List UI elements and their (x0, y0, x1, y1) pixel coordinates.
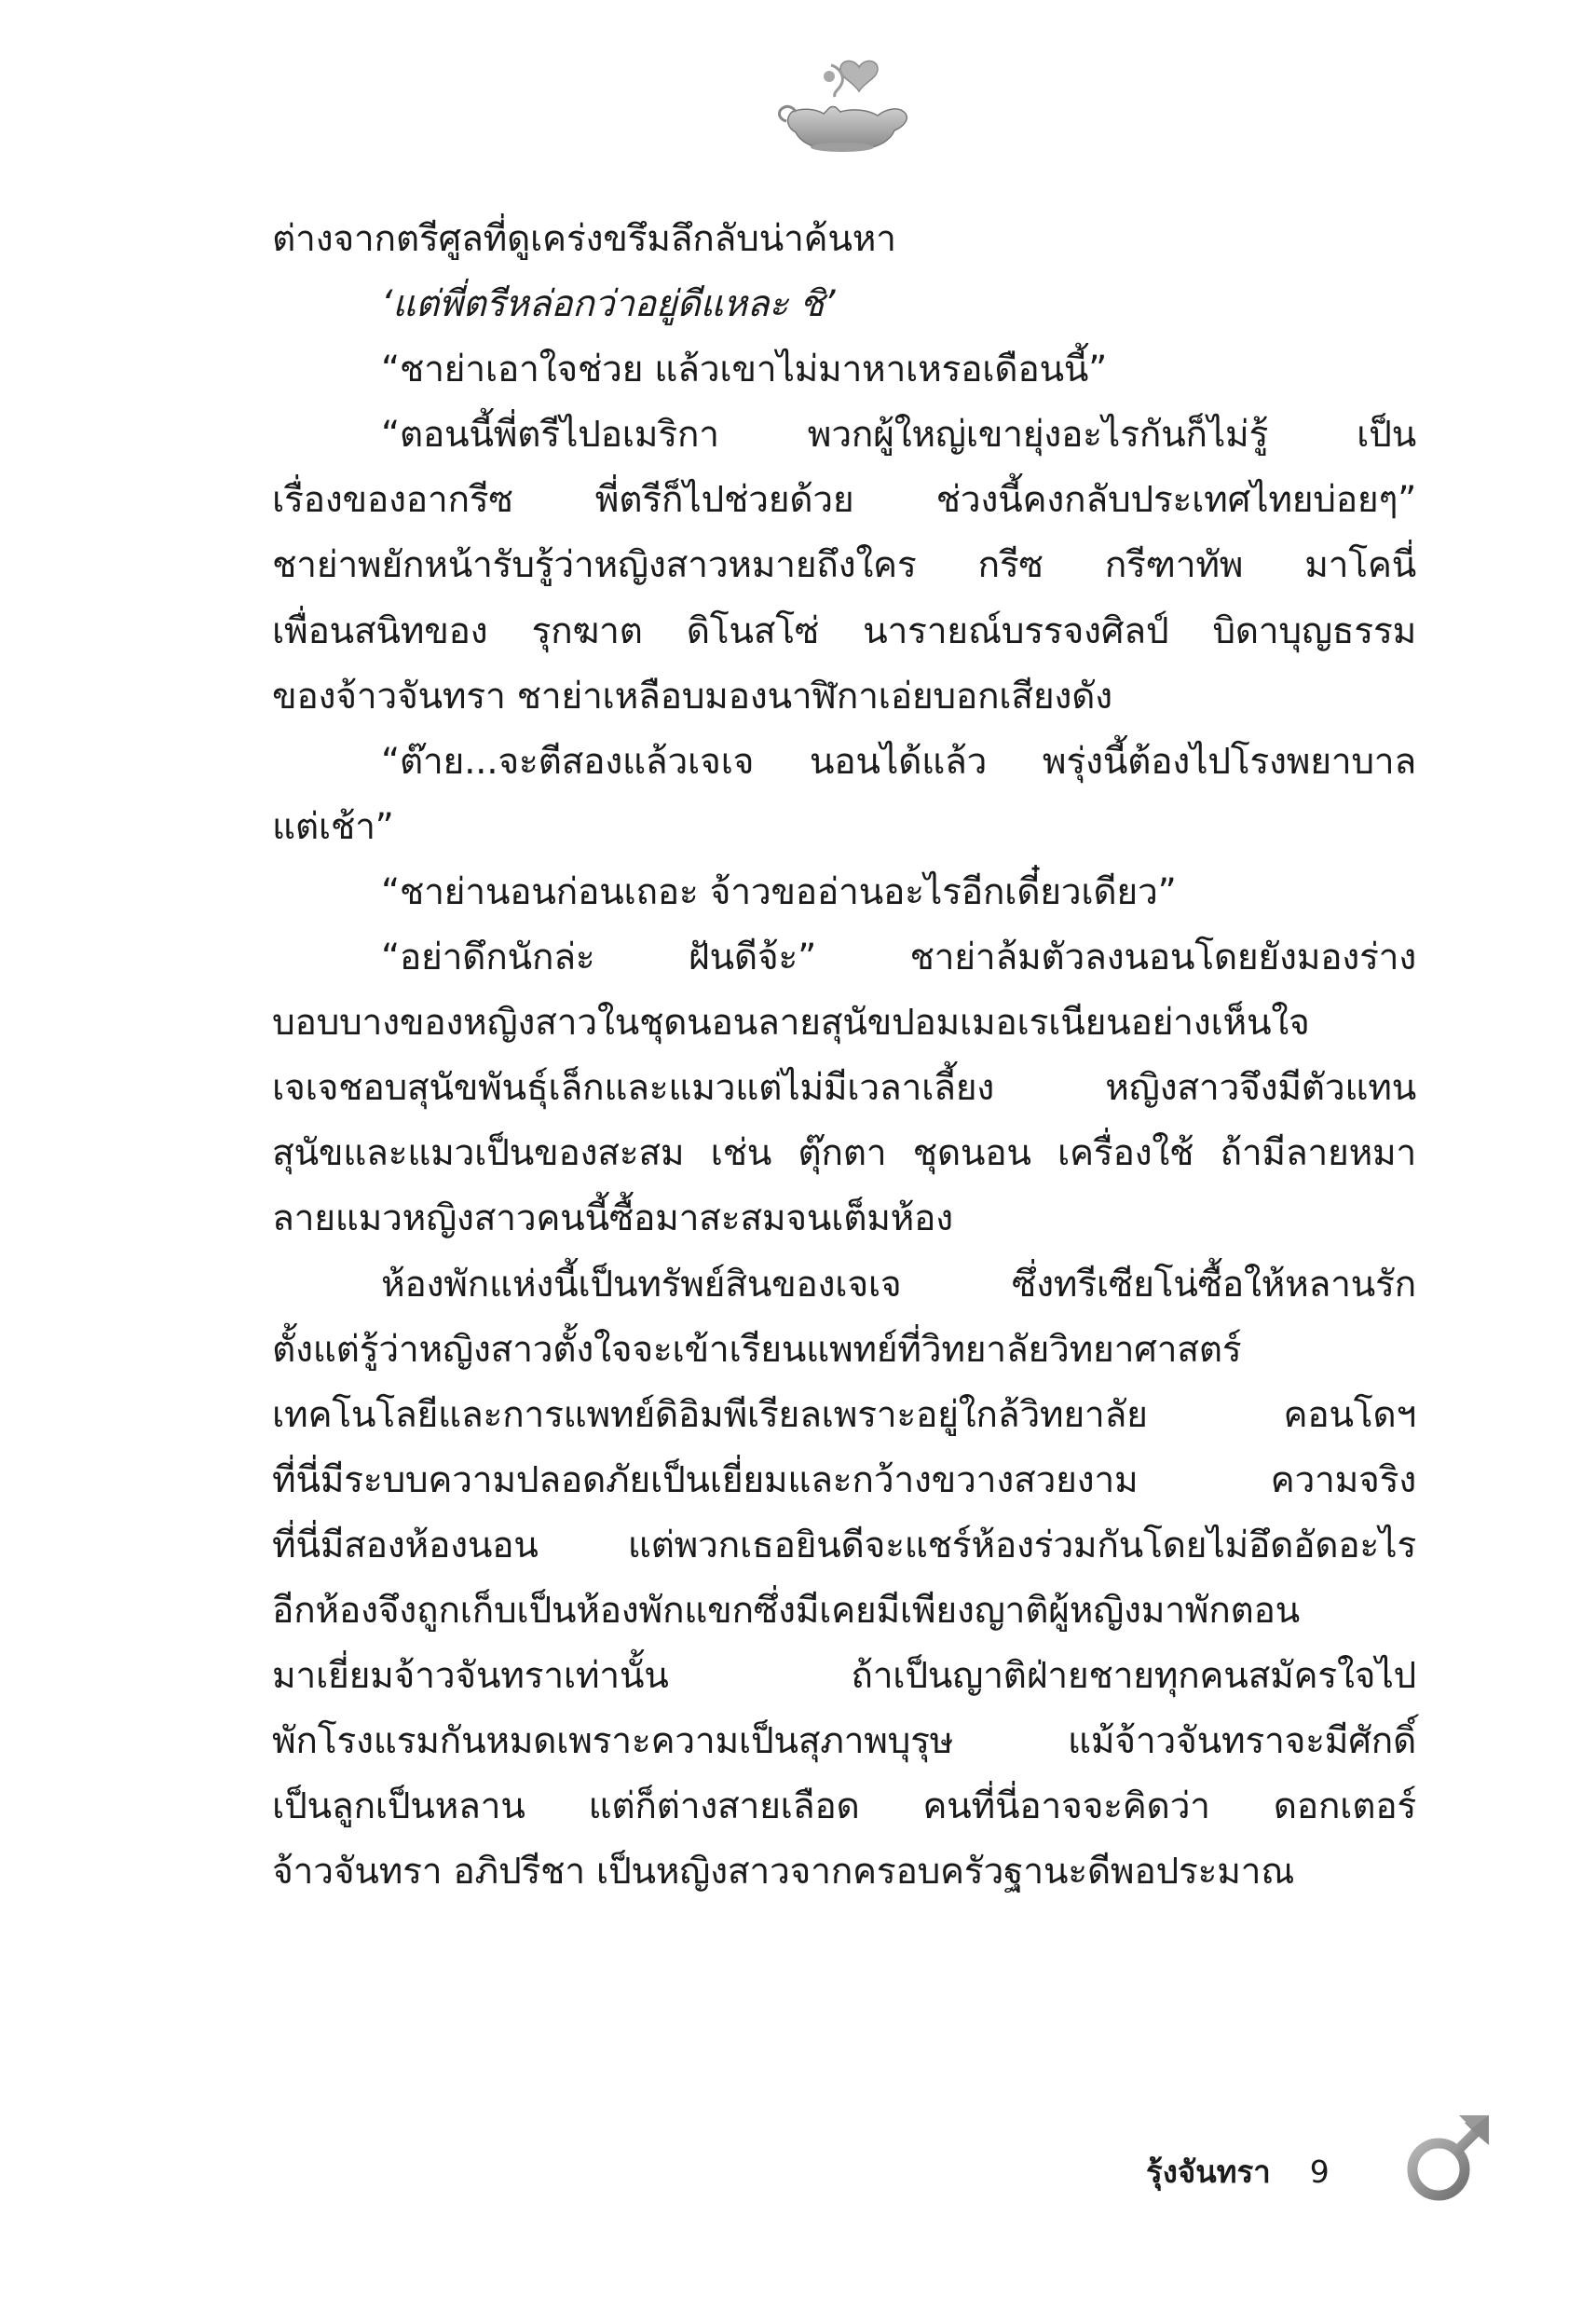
text-line: “ชาย่านอนก่อนเถอะ จ้าวขออ่านอะไรอีกเดี๋ยวเดียว” (381, 870, 1177, 913)
lamp-ornament-icon (773, 54, 913, 157)
text-line: ชาย่าพยักหน้ารับรู้ว่าหญิงสาวหมายถึงใคร กรีซ กรีฑาทัพ มาโคนี่ (272, 544, 1416, 587)
text-line: “ตอนนี้พี่ตรีไปอเมริกา พวกผู้ใหญ่เขายุ่งอะไรกันก็ไม่รู้ เป็น (381, 414, 1416, 457)
text-line: เรื่องของอากรีซ พี่ตรีก็ไปช่วยด้วย ช่วงนี้คงกลับประเทศไทยบ่อยๆ” (272, 479, 1416, 522)
text-line: เจเจชอบสุนัขพันธุ์เล็กและแมวแต่ไม่มีเวลาเลี้ยง หญิงสาวจึงมีตัวแทน (272, 1067, 1416, 1110)
text-line: จ้าวจันทรา อภิปรีชา เป็นหญิงสาวจากครอบครัวฐานะดีพอประมาณ (272, 1851, 1295, 1894)
text-line: “ต๊าย...จะตีสองแล้วเจเจ นอนได้แล้ว พรุ่งนี้ต้องไปโรงพยาบาล (381, 740, 1416, 783)
text-line: พักโรงแรมกันหมดเพราะความเป็นสุภาพบุรุษ แม้จ้าวจันทราจะมีศักดิ์ (272, 1720, 1416, 1763)
text-line: เป็นลูกเป็นหลาน แต่ก็ต่างสายเลือด คนที่นี่อาจจะคิดว่า ดอกเตอร์ (272, 1785, 1416, 1828)
male-symbol-icon (1398, 2108, 1500, 2210)
text-line: “ชาย่าเอาใจช่วย แล้วเขาไม่มาหาเหรอเดือนนี้” (381, 349, 1108, 391)
text-line: อีกห้องจึงถูกเก็บเป็นห้องพักแขกซึ่งมีเคยมีเพียงญาติผู้หญิงมาพักตอน (272, 1589, 1301, 1632)
text-line: สุนัขและแมวเป็นของสะสม เช่น ตุ๊กตา ชุดนอน เครื่องใช้ ถ้ามีลายหมา (272, 1132, 1416, 1175)
text-line: แต่เช้า” (272, 805, 394, 848)
page-footer (1146, 2143, 1330, 2199)
body-text (272, 207, 1416, 1905)
text-line: เพื่อนสนิทของ รุกฆาต ดิโนสโซ่ นารายณ์บรรจงศิลป์ บิดาบุญธรรม (272, 609, 1416, 652)
text-line: มาเยี่ยมจ้าวจันทราเท่านั้น ถ้าเป็นญาติฝ่ายชายทุกคนสมัครใจไป (272, 1655, 1416, 1698)
text-line: ตั้งแต่รู้ว่าหญิงสาวตั้งใจจะเข้าเรียนแพทย์ที่วิทยาลัยวิทยาศาสตร์ (272, 1328, 1242, 1371)
text-line: ‘แต่พี่ตรีหล่อกว่าอยู่ดีแหละ ชิ’ (381, 283, 836, 326)
text-line: บอบบางของหญิงสาวในชุดนอนลายสุนัขปอมเมอเรเนียนอย่างเห็นใจ (272, 1002, 1310, 1045)
text-line: ที่นี่มีระบบความปลอดภัยเป็นเยี่ยมและกว้างขวางสวยงาม ความจริง (272, 1458, 1416, 1501)
text-line: “อย่าดึกนักล่ะ ฝันดีจ้ะ” ชาย่าล้มตัวลงนอนโดยยังมองร่าง (381, 937, 1416, 979)
text-line: เทคโนโลยีและการแพทย์ดิอิมพีเรียลเพราะอยู่ใกล้วิทยาลัย คอนโดฯ (272, 1393, 1416, 1436)
text-line: ที่นี่มีสองห้องนอน แต่พวกเธอยินดีจะแชร์ห้องร่วมกันโดยไม่อึดอัดอะไร (272, 1524, 1416, 1566)
page-number: 9 (1309, 2153, 1330, 2190)
text-line: ต่างจากตรีศูลที่ดูเคร่งขรึมลึกลับน่าค้นหา (272, 218, 896, 260)
text-line: ห้องพักแห่งนี้เป็นทรัพย์สินของเจเจ ซึ่งทรีเซียโน่ซื้อให้หลานรัก (381, 1263, 1416, 1306)
book-title: รุ้งจันทรา (1146, 2153, 1271, 2190)
text-line: ของจ้าวจันทรา ชาย่าเหลือบมองนาฬิกาเอ่ยบอกเสียงดัง (272, 675, 1112, 718)
text-line: ลายแมวหญิงสาวคนนี้ซื้อมาสะสมจนเต็มห้อง (272, 1197, 953, 1240)
